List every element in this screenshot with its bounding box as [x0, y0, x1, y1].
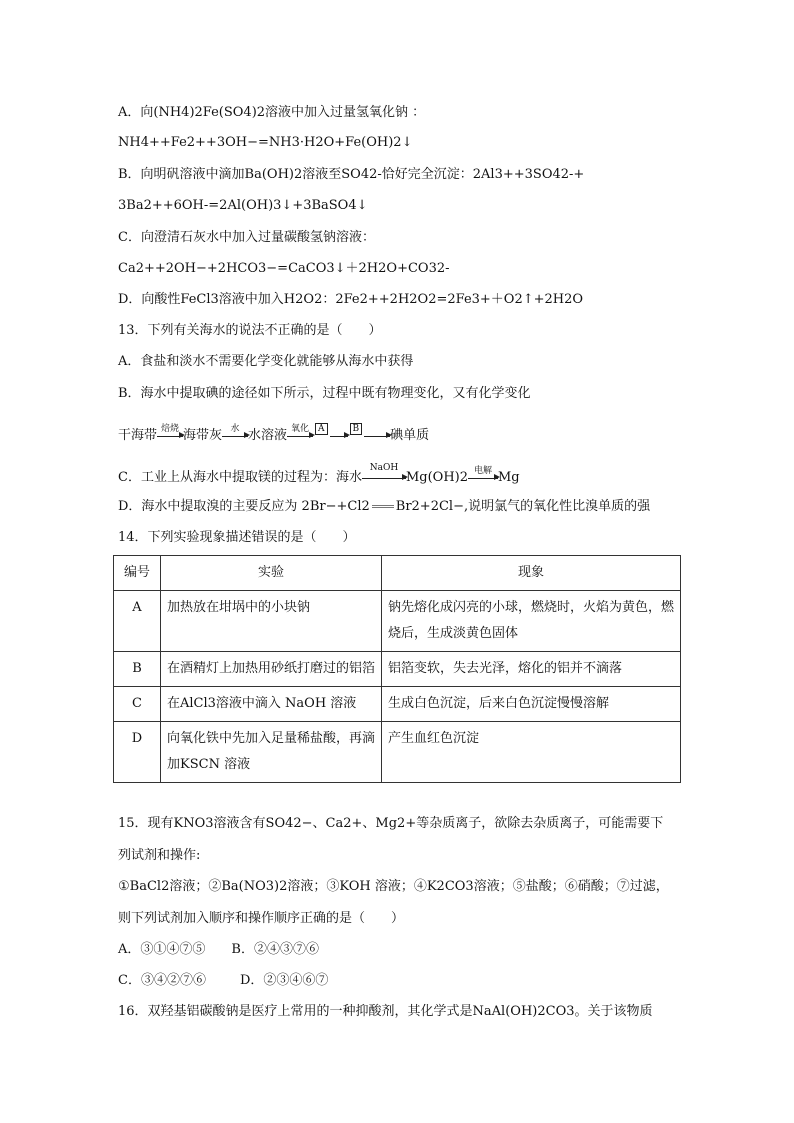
header-phenomenon: 现象 — [382, 556, 681, 591]
q12-option-b-line2: 3Ba2++6OH-=2Al(OH)3↓+3BaSO4↓ — [118, 198, 368, 213]
row-d-phenomenon: 产生血红色沉淀 — [382, 722, 681, 783]
q13-option-b: B．海水中提取碘的途径如下所示，过程中既有物理变化，又有化学变化 — [118, 386, 531, 401]
scheme-box-a: A — [315, 423, 328, 435]
scheme-box-b: B — [350, 423, 363, 435]
q15-line1: 15．现有KNO3溶液含有SO42−、Ca2+、Mg2+等杂质离子，欲除去杂质离子，可能需要下 — [118, 816, 664, 831]
header-number: 编号 — [114, 556, 161, 591]
scheme-arrow-oxidize: 氧化 — [287, 434, 313, 437]
q15-options-ab — [118, 941, 319, 959]
table-row — [114, 687, 681, 722]
q12-option-d: D．向酸性FeCl3溶液中加入H2O2：2Fe2++2H2O2=2Fe3+＋O2↑+2H2O — [118, 292, 584, 307]
q15-option-a: A．③①④⑦⑤ — [118, 942, 206, 957]
arrow-electrolysis: 电解 — [468, 476, 498, 479]
q16-line1: 16．双羟基铝碳酸钠是医疗上常用的一种抑酸剂，其化学式是NaAl(OH)2CO3。关于该物质 — [118, 1004, 653, 1019]
row-b-phenomenon: 铝箔变软，失去光泽，熔化的铝并不滴落 — [382, 652, 681, 687]
q15-option-c: C．③④②⑦⑥ — [118, 973, 206, 988]
q13-option-d: D．海水中提取溴的主要反应为 2Br−+Cl2 Br2+2Cl−,说明氯气的氧化性比溴单质的强 — [118, 499, 651, 514]
scheme-arrow-roast: 焙烧 — [157, 434, 183, 437]
experiment-table — [113, 555, 681, 783]
row-b-experiment: 在酒精灯上加热用砂纸打磨过的铝箔 — [161, 652, 382, 687]
equals-sign — [372, 505, 394, 508]
header-experiment: 实验 — [161, 556, 382, 591]
table-row — [114, 652, 681, 687]
row-d-number: D — [114, 722, 161, 783]
row-a-phenomenon: 钠先熔化成闪亮的小球，燃烧时，火焰为黄色，燃烧后，生成淡黄色固体 — [382, 591, 681, 652]
q12-option-a-equation: NH4++Fe2++3OH−=NH3·H2O+Fe(OH)2↓ — [118, 135, 413, 150]
q15-line4: 则下列试剂加入顺序和操作顺序正确的是（ ） — [118, 911, 405, 926]
row-b-number: B — [114, 652, 161, 687]
q15-option-b: B．②④③⑦⑥ — [231, 942, 319, 957]
q12-option-c-equation: Ca2++2OH−+2HCO3−=CaCO3↓＋2H2O+CO32- — [118, 261, 450, 276]
q13-option-a: A．食盐和淡水不需要化学变化就能够从海水中获得 — [118, 354, 414, 369]
row-c-experiment: 在AlCl3溶液中滴入 NaOH 溶液 — [161, 687, 382, 722]
arrow-naoh: NaOH — [362, 476, 406, 479]
scheme-step-dry-kelp: 干海带 — [118, 428, 158, 443]
q15-option-d: D．②③④⑥⑦ — [239, 973, 329, 988]
table-row — [114, 722, 681, 783]
q12-option-a-line1: A．向(NH4)2Fe(SO4)2溶液中加入过量氢氧化钠 ： — [118, 105, 426, 120]
q15-options-cd — [118, 972, 328, 990]
scheme-step-solution: 水溶液 — [248, 428, 288, 443]
q12-option-b-line1: B．向明矾溶液中滴加Ba(OH)2溶液至SO42-恰好完全沉淀：2Al3++3SO42-+ — [118, 167, 585, 182]
scheme-step-ash: 海带灰 — [183, 428, 223, 443]
table-row — [114, 591, 681, 652]
row-a-experiment: 加热放在坩埚中的小块钠 — [161, 591, 382, 652]
q12-option-c-line1: C．向澄清石灰水中加入过量碳酸氢钠溶液： — [118, 230, 375, 245]
scheme-arrow-a — [330, 434, 348, 437]
row-c-number: C — [114, 687, 161, 722]
q13-stem: 13．下列有关海水的说法不正确的是（ ） — [118, 323, 382, 338]
table-header-row — [114, 556, 681, 591]
q15-line3: ①BaCl2溶液；②Ba(NO3)2溶液；③KOH 溶液；④K2CO3溶液；⑤盐酸；⑥硝酸；⑦过滤， — [118, 879, 669, 894]
q15-line2: 列试剂和操作: — [118, 848, 201, 863]
row-a-number: A — [114, 591, 161, 652]
iodine-extraction-scheme — [118, 424, 429, 443]
q14-stem: 14．下列实验现象描述错误的是（ ） — [118, 530, 356, 545]
scheme-arrow-b — [364, 434, 390, 437]
q13-option-c: C．工业上从海水中提取镁的过程为：海水 NaOH Mg(OH)2 电解 Mg — [118, 463, 520, 485]
scheme-step-iodine: 碘单质 — [390, 428, 430, 443]
row-d-experiment: 向氧化铁中先加入足量稀盐酸，再滴加KSCN 溶液 — [161, 722, 382, 783]
scheme-arrow-water: 水 — [222, 434, 248, 437]
row-c-phenomenon: 生成白色沉淀，后来白色沉淀慢慢溶解 — [382, 687, 681, 722]
